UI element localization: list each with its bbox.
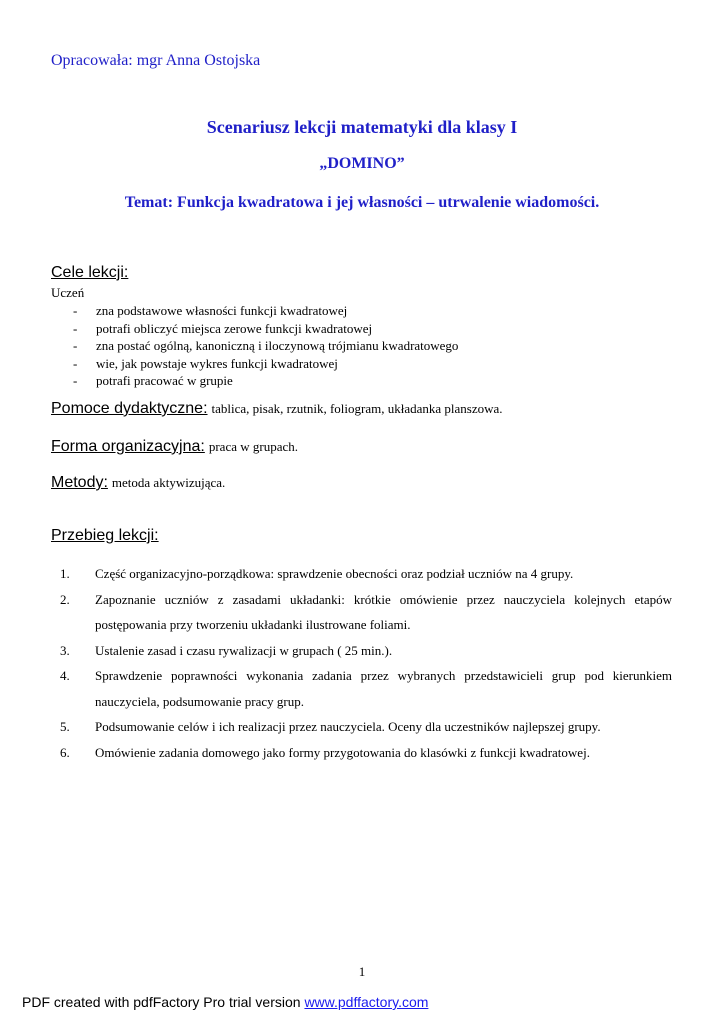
- form-line: [51, 438, 298, 456]
- list-item: - wie, jak powstaje wykres funkcji kwadratowej: [73, 355, 338, 371]
- list-item: [60, 663, 672, 714]
- list-item: [60, 638, 672, 664]
- step-text: Podsumowanie celów i ich realizacji przez nauczyciela. Oceny dla uczestników najlepszej grupy.: [95, 719, 601, 734]
- step-number: 5.: [60, 719, 70, 734]
- lesson-topic: Temat: Funkcja kwadratowa i jej własności – utrwalenie wiadomości.: [124, 194, 600, 211]
- form-heading: Forma organizacyjna:: [51, 438, 205, 455]
- pdf-footer: [22, 994, 428, 1010]
- list-item: [60, 740, 672, 766]
- list-item: [60, 561, 672, 587]
- course-steps-list: [60, 561, 672, 765]
- step-text: Sprawdzenie poprawności wykonania zadania przez wybranych przedstawicieli grup pod kierunkiem nauczyciela, podsumowanie pracy grup.: [95, 668, 672, 709]
- list-item: [60, 714, 672, 740]
- step-text: Ustalenie zasad i czasu rywalizacji w grupach ( 25 min.).: [95, 642, 393, 658]
- aids-heading: Pomoce dydaktyczne:: [51, 400, 208, 417]
- course-heading: Przebieg lekcji:: [51, 527, 159, 544]
- step-number: 1.: [60, 566, 70, 581]
- document-title: Scenariusz lekcji matematyki dla klasy I: [206, 117, 518, 137]
- step-number: 3.: [60, 642, 70, 658]
- methods-line: [51, 474, 225, 492]
- goal-text: potrafi obliczyć miejsca zerowe funkcji kwadratowej: [96, 320, 373, 336]
- step-number: 2.: [60, 591, 70, 607]
- document-subtitle: „DOMINO”: [319, 155, 405, 172]
- goal-text: wie, jak powstaje wykres funkcji kwadratowej: [96, 355, 338, 371]
- list-item: - zna postać ogólną, kanoniczną i iloczynową trójmianu kwadratowego: [73, 338, 459, 354]
- goal-text: zna podstawowe własności funkcji kwadratowej: [96, 303, 348, 318]
- methods-text: metoda aktywizująca.: [111, 475, 226, 490]
- aids-line: [51, 400, 503, 418]
- list-item: - potrafi obliczyć miejsca zerowe funkcji kwadratowej: [73, 320, 373, 336]
- goal-text: potrafi pracować w grupie: [96, 373, 233, 389]
- methods-heading: Metody:: [51, 474, 108, 491]
- step-text: Omówienie zadania domowego jako formy przygotowania do klasówki z funkcji kwadratowej.: [95, 744, 590, 760]
- goals-intro: Uczeń: [51, 285, 85, 300]
- list-item: [60, 587, 672, 638]
- page-number: 1: [358, 964, 366, 979]
- step-text: Część organizacyjno-porządkowa: sprawdzenie obecności oraz podział uczniów na 4 grupy.: [95, 566, 574, 581]
- goals-list: [69, 302, 458, 390]
- goal-text: zna postać ogólną, kanoniczną i iloczynową trójmianu kwadratowego: [96, 338, 459, 354]
- pdffactory-link[interactable]: www.pdffactory.com: [304, 994, 429, 1010]
- aids-text: tablica, pisak, rzutnik, foliogram, układanka planszowa.: [211, 401, 503, 416]
- step-number: 6.: [60, 744, 70, 760]
- goals-heading: Cele lekcji:: [51, 264, 129, 281]
- step-text: Zapoznanie uczniów z zasadami układanki: krótkie omówienie przez nauczyciela kolejnych etapów postępowania przy tworzeniu układanki ilustrowane foliami.: [95, 591, 672, 632]
- list-item: - potrafi pracować w grupie: [73, 373, 233, 389]
- footer-text: PDF created with pdfFactory Pro trial version: [22, 994, 305, 1010]
- list-item: - zna podstawowe własności funkcji kwadratowej: [73, 303, 348, 318]
- form-text: praca w grupach.: [208, 439, 298, 454]
- step-number: 4.: [60, 668, 70, 683]
- author-line: Opracowała: mgr Anna Ostojska: [51, 52, 261, 69]
